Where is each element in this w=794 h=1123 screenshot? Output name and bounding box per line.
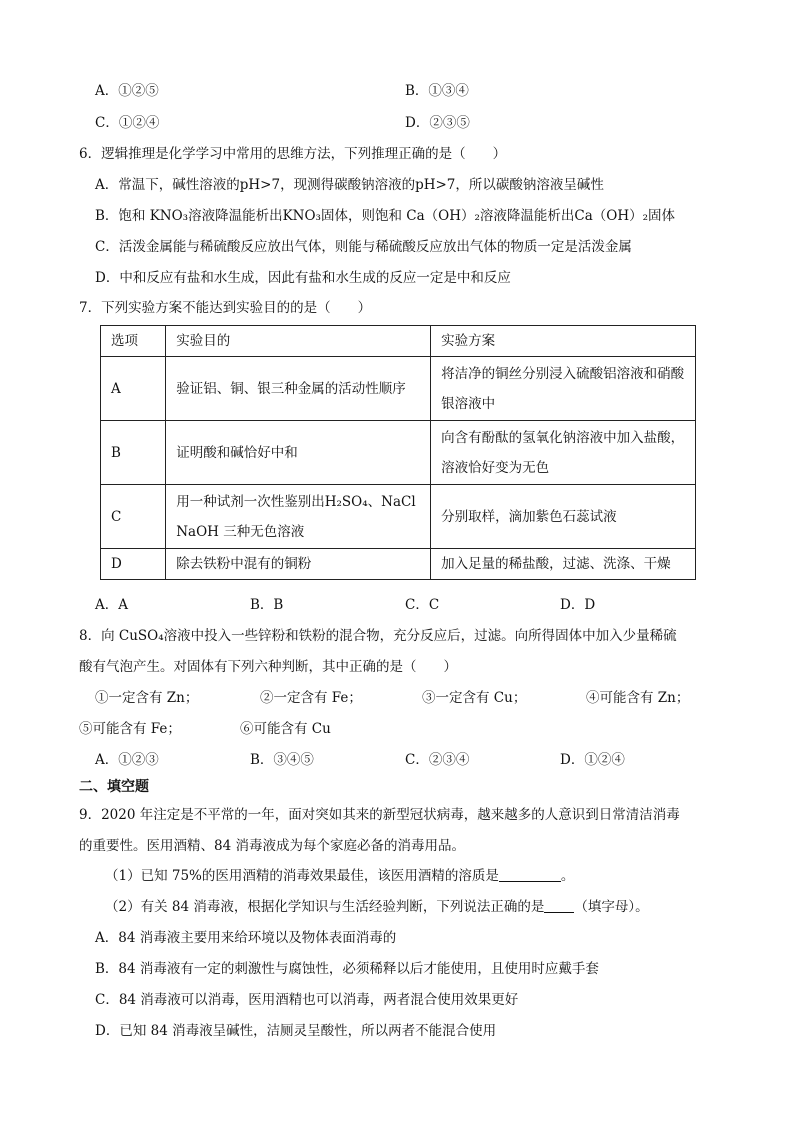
table-row — [101, 549, 696, 580]
q6-stem: 6．逻辑推理是化学学习中常用的思维方法，下列推理正确的是（ ） — [79, 146, 507, 162]
row-option: C — [101, 485, 166, 549]
q7-option-a: A．A — [95, 597, 128, 613]
q8-judgment-5: ⑤可能含有 Fe； — [79, 721, 181, 737]
header-purpose: 实验目的 — [166, 326, 431, 357]
q9-sub1-end: 。 — [560, 868, 575, 884]
q9-sub2-end: （填字母）。 — [574, 899, 649, 915]
header-option: 选项 — [101, 326, 166, 357]
q9-stem-line2: 的重要性。医用酒精、84 消毒液成为每个家庭必备的消毒用品。 — [79, 838, 465, 854]
q6-option-a: A．常温下，碱性溶液的pH>7，现测得碳酸钠溶液的pH>7，所以碳酸钠溶液呈碱性 — [95, 177, 604, 193]
q5-option-d: D．②③⑤ — [405, 115, 470, 131]
q7-stem: 7．下列实验方案不能达到实验目的的是（ ） — [79, 300, 372, 316]
row-purpose: 除去铁粉中混有的铜粉 — [166, 549, 431, 580]
q9-option-b: B．84 消毒液有一定的刺激性与腐蚀性，必须稀释以后才能使用，且使用时应戴手套 — [95, 961, 599, 977]
q9-sub1-text: （1）已知 75%的医用酒精的消毒效果最佳，该医用酒精的溶质是 — [105, 868, 499, 884]
header-plan: 实验方案 — [431, 326, 696, 357]
q7-option-d: D．D — [560, 597, 596, 613]
row-option: B — [101, 421, 166, 485]
row-purpose: 证明酸和碱恰好中和 — [166, 421, 431, 485]
q7-table — [100, 325, 696, 580]
q8-stem-line1: 8．向 CuSO₄溶液中投入一些锌粉和铁粉的混合物，充分反应后，过滤。向所得固体中加入少量稀硫 — [79, 628, 677, 644]
q9-sub1-blank[interactable] — [499, 867, 561, 882]
q8-option-a: A．①②③ — [95, 752, 159, 768]
q6-option-c: C．活泼金属能与稀硫酸反应放出气体，则能与稀硫酸反应放出气体的物质一定是活泼金属 — [95, 239, 632, 255]
q9-sub2-blank[interactable] — [544, 898, 574, 913]
row-purpose: 用一种试剂一次性鉴别出H₂SO₄、NaCl NaOH 三种无色溶液 — [166, 485, 431, 549]
q9-option-c: C．84 消毒液可以消毒，医用酒精也可以消毒，两者混合使用效果更好 — [95, 992, 519, 1008]
q8-option-c: C．②③④ — [405, 752, 470, 768]
q8-option-b: B．③④⑤ — [250, 752, 314, 768]
q9-sub2-text: （2）有关 84 消毒液，根据化学知识与生活经验判断，下列说法正确的是 — [105, 899, 545, 915]
q5-option-c: C．①②④ — [95, 115, 160, 131]
row-plan: 向含有酚酞的氢氧化钠溶液中加入盐酸，溶液恰好变为无色 — [431, 421, 696, 485]
q6-option-d: D．中和反应有盐和水生成，因此有盐和水生成的反应一定是中和反应 — [95, 270, 511, 286]
table-row — [101, 485, 696, 549]
q5-option-b: B．①③④ — [405, 83, 469, 99]
q8-option-d: D．①②④ — [560, 752, 625, 768]
table-row — [101, 421, 696, 485]
q9-option-a: A．84 消毒液主要用来给环境以及物体表面消毒的 — [95, 930, 397, 946]
row-plan: 将洁净的铜丝分别浸入硫酸铝溶液和硝酸银溶液中 — [431, 357, 696, 421]
q8-judgment-3: ③一定含有 Cu； — [422, 690, 527, 706]
q8-stem-line2: 酸有气泡产生。对固体有下列六种判断，其中正确的是（ ） — [79, 659, 457, 675]
q6-option-b: B．饱和 KNO₃溶液降温能析出KNO₃固体，则饱和 Ca（OH）₂溶液降温能析出Ca（OH）₂固体 — [95, 208, 676, 224]
q8-judgment-2: ②一定含有 Fe； — [260, 690, 362, 706]
q9-sub2 — [105, 898, 649, 916]
q5-option-a: A．①②⑤ — [95, 83, 159, 99]
row-plan: 分别取样，滴加紫色石蕊试液 — [431, 485, 696, 549]
row-purpose: 验证铝、铜、银三种金属的活动性顺序 — [166, 357, 431, 421]
q9-option-d: D．已知 84 消毒液呈碱性，洁厕灵呈酸性，所以两者不能混合使用 — [95, 1023, 497, 1039]
q9-sub1 — [105, 867, 574, 885]
q8-judgment-4: ④可能含有 Zn； — [586, 690, 690, 706]
table-header-row — [101, 326, 696, 357]
row-option: A — [101, 357, 166, 421]
q9-stem-line1: 9．2020 年注定是不平常的一年，面对突如其来的新型冠状病毒，越来越多的人意识到日常清洁消毒 — [79, 807, 680, 823]
section-title: 二、填空题 — [79, 779, 149, 795]
row-plan: 加入足量的稀盐酸，过滤、洗涤、干燥 — [431, 549, 696, 580]
table-row — [101, 357, 696, 421]
q8-judgment-1: ①一定含有 Zn； — [95, 690, 199, 706]
q7-option-c: C．C — [405, 597, 440, 613]
q7-option-b: B．B — [250, 597, 284, 613]
row-option: D — [101, 549, 166, 580]
q8-judgment-6: ⑥可能含有 Cu — [240, 721, 331, 737]
